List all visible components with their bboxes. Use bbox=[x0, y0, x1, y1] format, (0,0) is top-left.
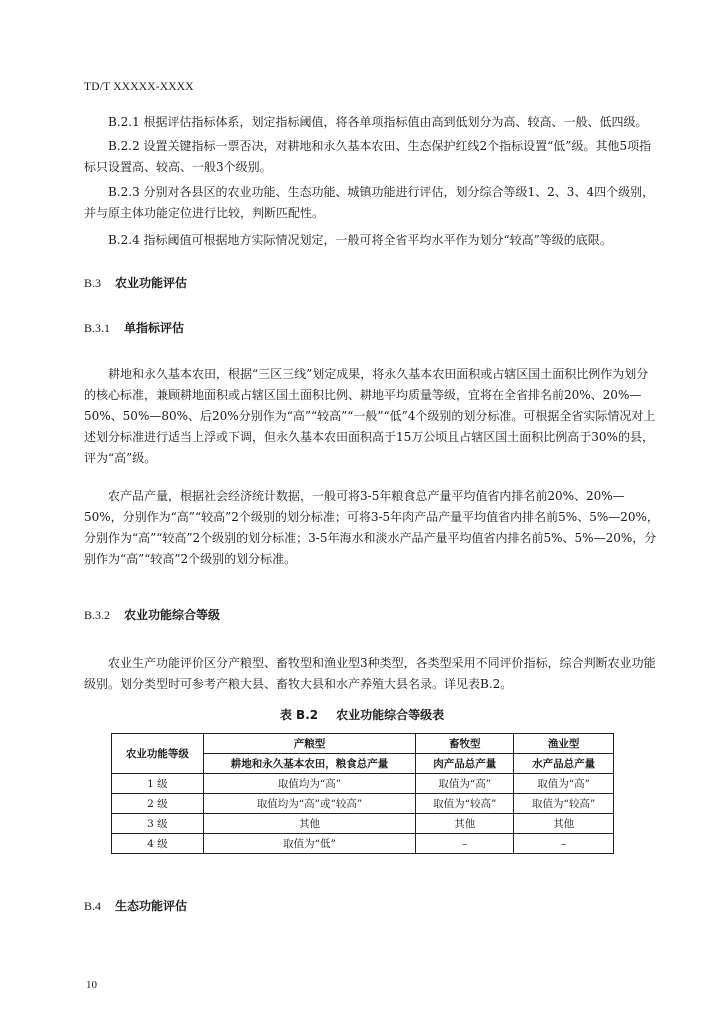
agri-function-grade-table bbox=[111, 733, 614, 854]
section-title: 农业功能综合等级 bbox=[124, 608, 221, 622]
clause-b24: B.2.4 指标阈值可根据地方实际情况划定，一般可将全省平均水平作为划分“较高”等级的底限。 bbox=[108, 233, 612, 247]
clause-b21: B.2.1 根据评估指标体系，划定指标阈值，将各单项指标值由高到低划分为高、较高、一般、低四级。 bbox=[108, 115, 648, 129]
cell-grain: 取值为“低” bbox=[203, 834, 416, 854]
table-row bbox=[112, 834, 614, 854]
header-type-fishery: 渔业型 bbox=[514, 734, 614, 754]
header-type-livestock: 畜牧型 bbox=[416, 734, 514, 754]
cell-grain: 其他 bbox=[203, 814, 416, 834]
page-number: 10 bbox=[86, 979, 97, 991]
section-heading-b31 bbox=[84, 319, 184, 336]
section-title: 生态功能评估 bbox=[115, 899, 188, 913]
paragraph-agri-output: 农产品产量，根据社会经济统计数据，一般可将3-5年粮食总产量平均值省内排名前20%、20%—50%，分别作为“高”“较高”2个级别的划分标准；可将3-5年肉产品产量平均值省内排名前5%、5%—20%，分别作为“高”“较高”2个级别的划分标准；3-5年海水和淡水产品产量平均值省内排名前5%、5%—20%，分别作为“高”“较高”2个级别的划分标准。 bbox=[84, 489, 659, 566]
header-indicator-fishery: 水产品总产量 bbox=[514, 754, 614, 774]
cell-fishery: – bbox=[514, 834, 614, 854]
clause-b23: B.2.3 分别对各县区的农业功能、生态功能、城镇功能进行评估，划分综合等级1、2、3、4四个级别，并与原主体功能定位进行比较，判断匹配性。 bbox=[84, 185, 655, 220]
paragraph-farmland: 耕地和永久基本农田，根据“三区三线”划定成果，将永久基本农田面积或占辖区国土面积比例作为划分的核心标准，兼顾耕地面积或占辖区国土面积比例、耕地平均质量等级，宜将在全省排名前20%、20%—50%、50%—80%、后20%分别作为“高”“较高”“一般”“低”4个级别的划分标准。可根据全省实际情况对上述划分标准进行适当上浮或下调，但永久基本农田面积高于15万公顷且占辖区国土面积比例高于30%的县，评为“高”级。 bbox=[84, 367, 656, 465]
table-label: 表 B.2 bbox=[279, 708, 319, 722]
section-heading-b32 bbox=[84, 606, 220, 623]
table-caption bbox=[0, 706, 724, 723]
section-heading-b3 bbox=[84, 274, 187, 291]
header-type-grain: 产粮型 bbox=[203, 734, 416, 754]
document-code: TD/T XXXXX-XXXX bbox=[84, 81, 194, 93]
row-level: 3 级 bbox=[112, 814, 204, 834]
row-level: 1 级 bbox=[112, 774, 204, 794]
section-number: B.3 bbox=[84, 276, 102, 290]
section-heading-b4 bbox=[84, 897, 187, 914]
clause-b22: B.2.2 设置关键指标一票否决，对耕地和永久基本农田、生态保护红线2个指标设置“低”级。其他5项指标只设置高、较高、一般3个级别。 bbox=[84, 139, 652, 174]
section-number: B.4 bbox=[84, 899, 102, 913]
cell-grain: 取值均为“高”或“较高” bbox=[203, 794, 416, 814]
cell-livestock: 其他 bbox=[416, 814, 514, 834]
cell-fishery: 其他 bbox=[514, 814, 614, 834]
row-level: 4 级 bbox=[112, 834, 204, 854]
section-number: B.3.1 bbox=[84, 321, 111, 335]
paragraph-comprehensive-grade: 农业生产功能评价区分产粮型、畜牧型和渔业型3种类型，各类型采用不同评价指标，综合判断农业功能级别。划分类型时可参考产粮大县、畜牧大县和水产养殖大县名录。详见表B.2。 bbox=[84, 656, 656, 691]
cell-grain: 取值均为“高” bbox=[203, 774, 416, 794]
section-number: B.3.2 bbox=[84, 608, 111, 622]
header-level: 农业功能等级 bbox=[112, 734, 204, 774]
table-row bbox=[112, 814, 614, 834]
cell-livestock: 取值为“较高” bbox=[416, 794, 514, 814]
cell-livestock: 取值为“高” bbox=[416, 774, 514, 794]
table-row bbox=[112, 774, 614, 794]
cell-livestock: – bbox=[416, 834, 514, 854]
table-header-row bbox=[112, 734, 614, 754]
cell-fishery: 取值为“较高” bbox=[514, 794, 614, 814]
header-indicator-livestock: 肉产品总产量 bbox=[416, 754, 514, 774]
row-level: 2 级 bbox=[112, 794, 204, 814]
header-indicator-grain: 耕地和永久基本农田，粮食总产量 bbox=[203, 754, 416, 774]
section-title: 单指标评估 bbox=[124, 321, 185, 335]
table-title: 农业功能综合等级表 bbox=[336, 708, 445, 722]
table-row bbox=[112, 794, 614, 814]
section-title: 农业功能评估 bbox=[115, 276, 188, 290]
cell-fishery: 取值为“高” bbox=[514, 774, 614, 794]
